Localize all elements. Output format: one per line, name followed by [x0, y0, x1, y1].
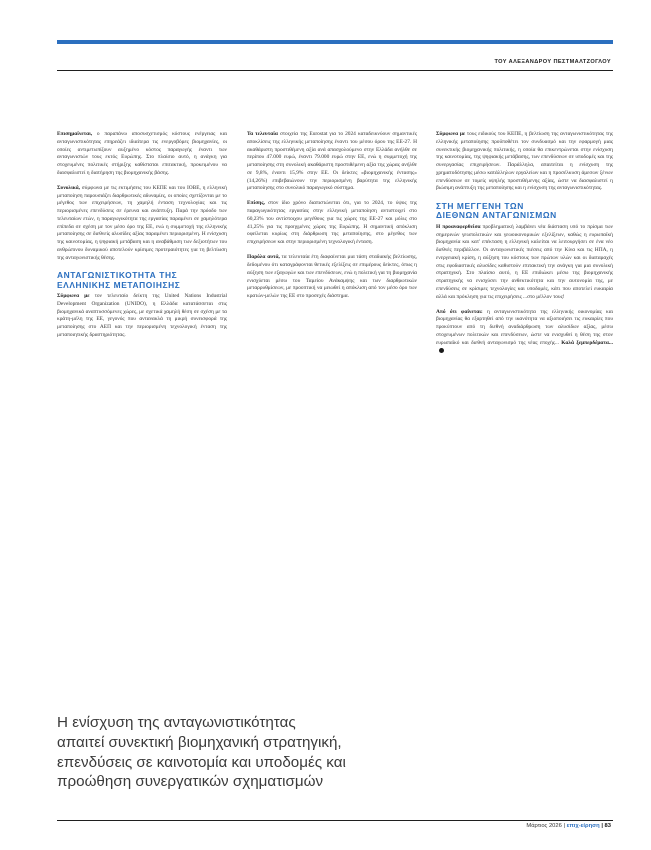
paragraph	[247, 131, 417, 193]
footer-rule	[57, 820, 613, 821]
author-byline: ΤΟΥ ΑΛΕΞΑΝΔΡΟΥ ΠΕΣΤΜΑΛΤΖΟΓΛΟΥ	[494, 59, 611, 65]
section-heading-line: ΑΝΤΑΓΩΝΙΣΤΙΚΟΤΗΤΑ ΤΗΣ	[57, 270, 178, 281]
paragraph-lead: Τα τελευταία	[247, 131, 278, 137]
paragraph-lead: Σύμφωνα με	[436, 131, 466, 137]
issue-date: Μάρτιος 2026 |	[526, 823, 565, 829]
paragraph-text: η ανταγωνιστικότητα της ελληνικής οικονομίας και βιομηχανίας θα εξαρτηθεί από την ικανότητα να αξιοποιήσει τις ευκαιρίες που προκύπτουν από τη διεθνή αναδιάρθρωση των αλυσίδων αξίας, μέσω στοχευμένων πολιτικών και επενδύσεων, ώστε να ενισχυθεί η θέση της στον ευρωπαϊκό και διεθνή ανταγωνισμό της νέας εποχής...	[436, 308, 613, 346]
section-heading	[436, 202, 613, 221]
section-heading-line: ΣΤΗ ΜΕΓΓΕΝΗ ΤΩΝ	[436, 201, 524, 211]
pull-quote-line: Η ενίσχυση της ανταγωνιστικότητας	[57, 714, 296, 731]
closing-line: Καλά ξεμπερδέματα...	[561, 339, 613, 346]
paragraph-lead: Επισημαίνεται,	[57, 131, 93, 137]
pull-quote	[57, 713, 417, 792]
paragraph-lead: Η προαναφερθείσα	[436, 223, 481, 230]
paragraph-text: τον τελευταίο δείκτη της United Nations Industrial Development Organization (UNIDO), η Ελλάδα κατατάσσεται στις βιομηχανικά αναπτυσσόμενες χώρες, με σχετικά χαμηλή θέση σε σχέση με τα κράτη-μέλη της ΕΕ, γεγονός που αντανακλά τη μικρή συνεισφορά της μεταποίησης στο ΑΕΠ και την περιορισμένη τεχνολογική ένταση της μεταποιητικής δραστηριότητας.	[57, 293, 227, 338]
text-column-1	[57, 131, 227, 347]
page-number: | 83	[601, 823, 611, 829]
paragraph-text: σύμφωνα με τις εκτιμήσεις του ΚΕΠΕ και του ΙΟΒΕ, η ελληνική μεταποίηση παρουσιάζει διαρθρωτικές αδυναμίες, οι οποίες σχετίζονται με το μέγεθος των επιχειρήσεων, τη χαμηλή ένταση τεχνολογίας και τις περιορισμένες επενδύσεις σε έρευνα και ανάπτυξη. Παρά την πρόοδο των τελευταίων ετών, η παραγωγικότητα της εργασίας παραμένει σε χαμηλότερα επίπεδα σε σχέση με τον μέσο όρο της ΕΕ, ενώ η συμμετοχή της ελληνικής μεταποίησης σε διεθνείς αλυσίδες αξίας παραμένει περιορισμένη. Η ενίσχυση της καινοτομίας, η ψηφιακή μετάβαση και η αναβάθμιση των δεξιοτήτων του ανθρώπινου δυναμικού αποτελούν κρίσιμες προτεραιότητες για τη βελτίωση της ανταγωνιστικής θέσης.	[57, 184, 227, 261]
paragraph	[436, 309, 613, 356]
paragraph	[247, 254, 417, 301]
magazine-name: επιχ-είρηση	[566, 823, 600, 829]
pull-quote-line: επενδύσεις σε καινοτομία και υποδομές και	[57, 753, 346, 771]
top-accent-bar	[57, 40, 613, 44]
paragraph	[436, 131, 613, 193]
text-column-2	[247, 131, 417, 308]
paragraph-text: τους ειδικούς του ΚΕΠΕ, η βελτίωση της ανταγωνιστικότητας της ελληνικής μεταποίησης προϋποθέτει τον συνδυασμό και την εφαρμογή μιας συνεκτικής βιομηχανικής πολιτικής, η οποία θα επικεντρώνεται στην ενίσχυση της καινοτομίας, της ψηφιακής μετάβασης, των επενδύσεων σε υποδομές και της συνεργασίας επιχειρήσεων. Παράλληλα, απαιτείται η ενίσχυση της χρηματοδότησης μέσω κατάλληλων εργαλείων και η προσέλκυση άμεσων ξένων επενδύσεων σε τομείς υψηλής προστιθέμενης αξίας, ώστε να διασφαλιστεί η βιώσιμη ανάπτυξη της μεταποίησης και η ενίσχυση της ανταγωνιστικότητας.	[436, 131, 613, 192]
paragraph	[57, 131, 227, 178]
section-heading	[57, 271, 227, 290]
paragraph-text: προβληματική λαμβάνει νέα διάσταση υπό το πρίσμα των σημερινών γεωπολιτικών και γεωοικονομικών εξελίξεων, καθώς η ευρωπαϊκή βιομηχανία και κατ' επέκταση η ελληνική καλείται να λειτουργήσει σε ένα νέο διεθνές περιβάλλον. Οι ανταγωνιστικές πιέσεις από την Κίνα και τις ΗΠΑ, η ενεργειακή κρίση, η αύξηση του κόστους των πρώτων υλών και οι διαταραχές στις εφοδιαστικές αλυσίδες καθιστούν επιτακτική την ανάγκη για μια συνολική στρατηγική. Στο πλαίσιο αυτό, η ΕΕ επιδιώκει μέσω της βιομηχανικής στρατηγικής να ενισχύσει την ανθεκτικότητα και την αυτονομία της, με επενδύσεις σε κρίσιμες τεχνολογίες και υποδομές, κάτι που αποτελεί ευκαιρία αλλά και πρόκληση για τις επιχειρήσεις ...στο μέλλον τους!	[436, 223, 613, 300]
paragraph-text: ο παραπάνω αποσυσχετισμός κόστους ενέργειας και ανταγωνιστικότητας επηρεάζει ιδιαίτερα τις ενεργοβόρες βιομηχανίες, οι οποίες αντιμετωπίζουν αυξημένο κόστος παραγωγής έναντι των ανταγωνιστών τους εκτός Ευρώπης. Στο πλαίσιο αυτό, η ανάγκη για στοχευμένες πολιτικές στήριξης καθίσταται επιτακτική, προκειμένου να διασφαλιστεί η διατήρηση της βιομηχανικής βάσης.	[57, 131, 227, 176]
paragraph-lead: Συνολικά,	[57, 184, 80, 191]
header-rule	[57, 70, 613, 71]
paragraph	[57, 185, 227, 263]
paragraph-text: στοιχεία της Eurostat για το 2024 καταδεικνύουν σημαντικές αποκλίσεις της ελληνικής μεταποίησης έναντι του μέσου όρου της ΕΕ-27. Η ακαθάριστη προστιθέμενη αξία ανά απασχολούμενο στην Ελλάδα ανήλθε σε περίπου 47.000 ευρώ, έναντι 79.000 ευρώ στην ΕΕ, ενώ η συμμετοχή της μεταποίησης στη συνολική ακαθάριστη προστιθέμενη αξία της χώρας ανήλθε σε 9,8%, έναντι 15,9% στην ΕΕ. Οι δείκτες «βιομηχανικής έντασης» (14,26%) επιβεβαιώνουν την περιορισμένη βαρύτητα της ελληνικής μεταποίησης στο συνολικό παραγωγικό σύστημα.	[247, 131, 417, 192]
paragraph-lead: Επίσης,	[247, 200, 265, 207]
paragraph	[247, 200, 417, 247]
paragraph-text: τα τελευταία έτη διαφαίνεται μια τάση σταδιακής βελτίωσης, δεδομένου ότι καταγράφονται θετικές εξελίξεις σε επιμέρους δείκτες, όπως η αύξηση των εξαγωγών και των επενδύσεων, ενώ η πολιτική για τη βιομηχανία ενισχύεται μέσω του Ταμείου Ανάκαμψης και των διαρθρωτικών μεταρρυθμίσεων, με προοπτική να μειωθεί η απόκλιση από τον μέσο όρο των κρατών-μελών της ΕΕ στο προσεχές διάστημα.	[247, 254, 418, 300]
paragraph-text: στον ίδιο χρόνο διαπιστώνεται ότι, για το 2024, το ύψος της παραγωγικότητας εργασίας στην ελληνική μεταποίηση αντιστοιχεί στο 60,23% του αντίστοιχου μεγέθους για τις χώρες της ΕΕ-27 και μόλις στο 41,25% για τις προηγμένες χώρες της Ευρώπης. Η σημαντική απόκλιση οφείλεται κυρίως στη διάρθρωση της μεταποίησης, στο μέγεθος των επιχειρήσεων και στην περιορισμένη τεχνολογική ένταση.	[247, 200, 417, 246]
paragraph-lead: Παρόλα αυτά,	[247, 254, 280, 261]
paragraph-lead: Σύμφωνα με	[57, 293, 90, 300]
paragraph	[57, 293, 227, 340]
paragraph	[436, 224, 613, 302]
section-heading-line: ΔΙΕΘΝΩΝ ΑΝΤΑΓΩΝΙΣΜΩΝ	[436, 210, 557, 221]
end-mark-icon	[439, 348, 444, 353]
pull-quote-line: απαιτεί συνεκτική βιομηχανική στρατηγική,	[57, 733, 342, 751]
section-heading-line: ΕΛΛΗΝΙΚΗΣ ΜΕΤΑΠΟΙΗΣΗΣ	[57, 279, 181, 290]
paragraph-lead: Από ότι φαίνεται:	[436, 308, 483, 315]
page-footer	[526, 823, 611, 829]
text-column-3	[436, 131, 613, 363]
pull-quote-line: προώθηση συνεργατικών σχηματισμών	[57, 773, 324, 791]
